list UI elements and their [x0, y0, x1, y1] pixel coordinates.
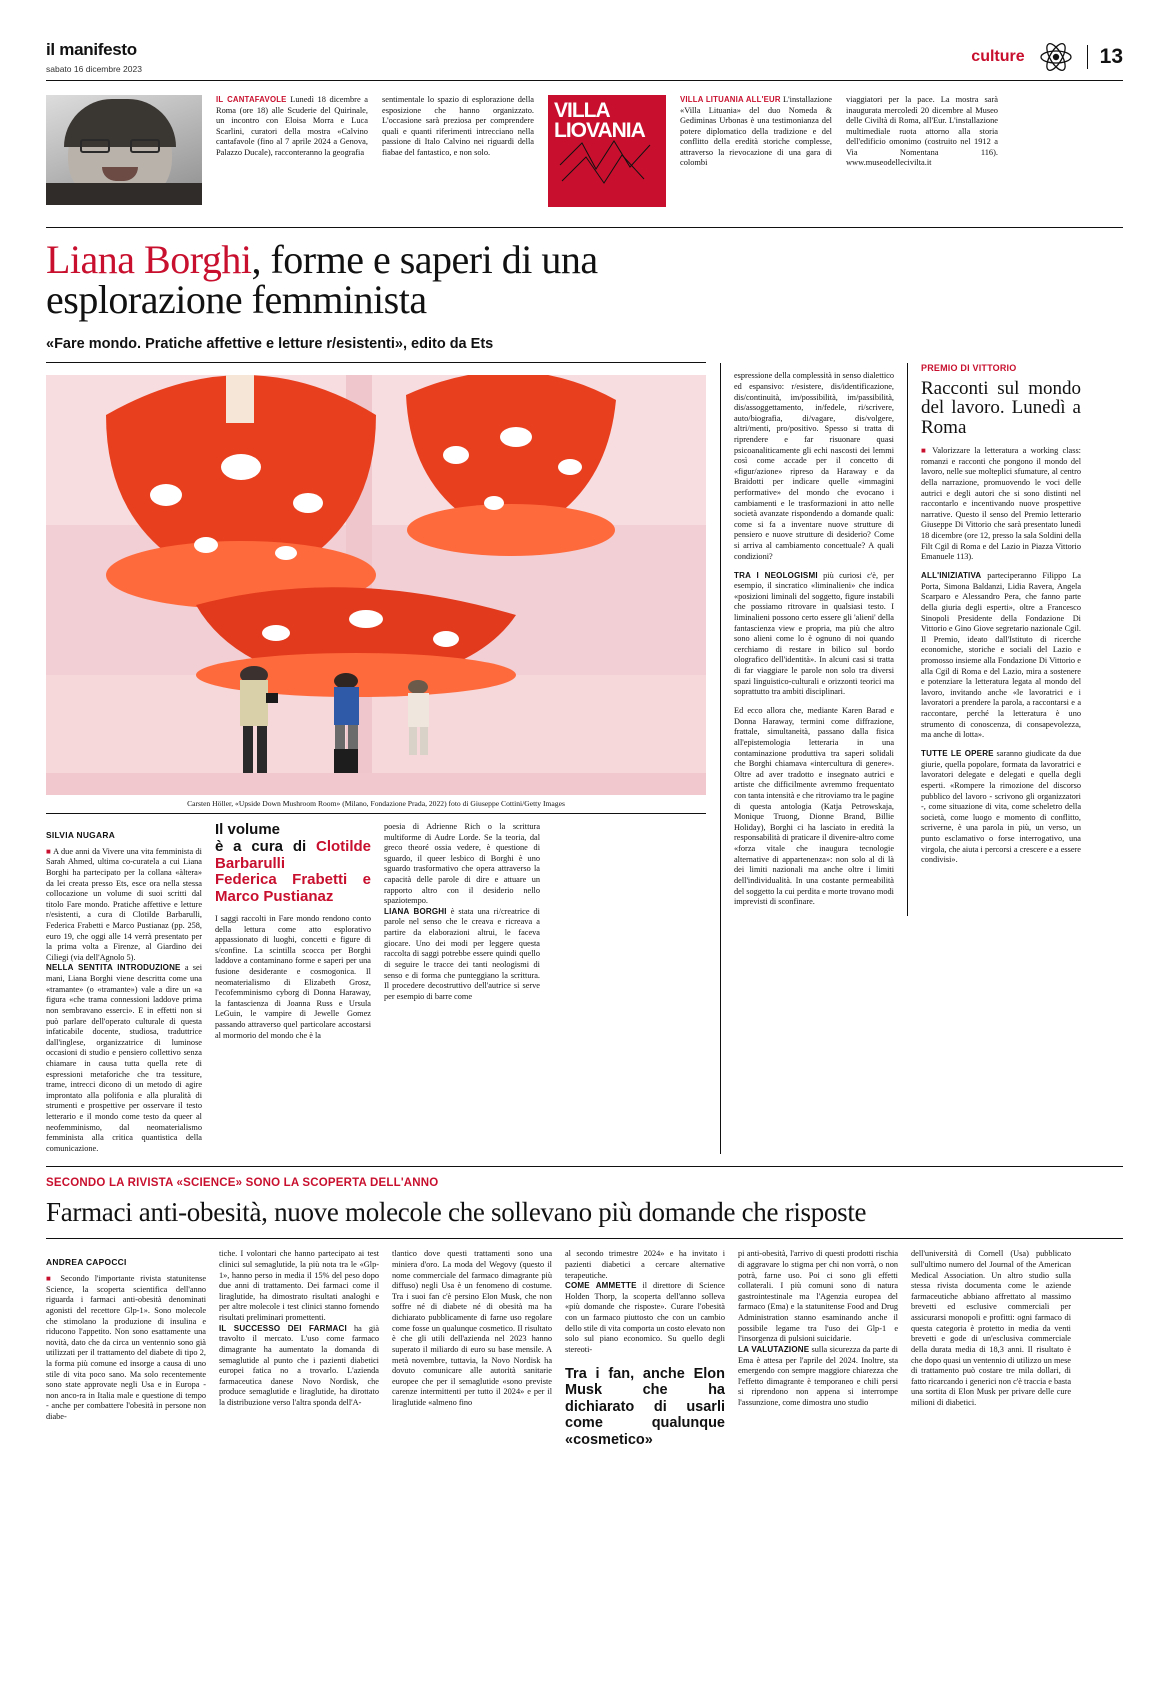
article2-pullquote: Tra i fan, anche Elon Musk che ha dichiarato di usarli come qualunque «cosmetico» — [565, 1365, 725, 1448]
rail-col1b-text: parteciperanno Filippo La Porta, Simona Baldanzi, Lidia Ravera, Angela Scarparo e Alessandro Pera, che fanno parte della giuria degli esperti», oltre a Francesco Sinopoli Presidente della Fondazione Di Vittorio e Gino Giove segretario nazionale Cgil. Il Premio, ideato dall'Istituto di ricerche economiche, storiche e sociali del Lazio e promosso insieme alla Fondazione Di Vittorio e alla Cgil di Roma e del Lazio, mira a sostenere e potenziare la letteratura legata al mondo del lavoro, invitando anche «le lavoratrici e i lavoratori a prendere la parola, a raccontarsi e a raccontare, perché la letteratura è uno strumento di conoscenza, di consapevolezza, ma anche di lotta». — [921, 571, 1081, 740]
article2-section — [46, 1166, 1123, 1448]
article2-col1 — [46, 1249, 206, 1448]
title-highlight: Liana Borghi — [46, 237, 252, 282]
rail-col2-kicker: TUTTE LE OPERE — [921, 749, 994, 759]
headline-main — [46, 237, 706, 363]
headline-section — [46, 227, 1123, 363]
article1-col4b-kicker: TRA I NEOLOGISMI — [734, 570, 818, 580]
brief-text: Lunedì 18 dicembre a Roma (ore 18) alle Scuderie del Quirinale, un incontro con Eloisa Morra e Luca Scarlini, curatori della mostra «Calvino cantafavole (fino al 7 aprile 2024 a Genova, Palazzo Ducale), racconteranno la geografia — [216, 95, 368, 157]
left-block — [46, 363, 706, 1154]
article1-col4b-text: più curiosi c'è, per esempio, il sincratico «liminalieni» che indica «posizioni liminali del soggetto, figure instabili che possiamo ritrovare in qualsiasi testo. I liminalieni possono certo essere gli 'alieni' della fantascienza view e propria, ma più che altro sono alieni come lo è ognuno di noi quando cerchiamo di restare in bilico sul bordo olografico dell'identità». In alcuni casi si tratta di far viaggiare le parole non solo tra diversi spazi linguistico-culturali e orizzonti teorici ma soprattutto tra ambiti disciplinari. — [734, 570, 894, 697]
villa-image-text: VILLA LIOVANIA — [554, 99, 645, 142]
paper-name: il manifesto — [46, 40, 137, 59]
rail-col1b-kicker: ALL'INIZIATIVA — [921, 571, 982, 581]
main-content — [46, 363, 1123, 1154]
pull-line2-red: Clotilde Barbarulli — [215, 837, 371, 872]
article2-col1-text: Secondo l'importante rivista statunitense Science, la scoperta scientifica dell'anno riguarda i farmaci anti-obesità denominati agonisti del recettore Glp-1». Sono molecole che stimolano la produzione di insulina e riducono l'appetito. Non sono esattamente una novità, dato che da circa un ventennio sono già utilizzati per il trattamento del diabete di tipo 2, la forma più comune ed insorge a causa di uno stile di vita poco sano. Ma solo recentemente sono state approvate negli Usa e in Europa - non anco-ra in Italia male e questione di tempo - anche per combattere l'obesità in persone non diabe- — [46, 1274, 206, 1422]
rail-col2-text: saranno giudicate da due giurie, quella popolare, formata da lavoratrici e lavoratori delegate e delegati e quella degli esperti. «Rompere la rimozione del discorso pubblico del lavoro - scrivono gli organizzatori -, come situazione di vita, come scheletro della società, come luogo e momento di conflitto, scriverne, è una parola in più, un verso, un punto esclamativo o forse interrogativo, una virgola, che aiuta i percorsi a crescere e a essere condivisi». — [921, 749, 1082, 865]
article1-col3 — [384, 822, 540, 1154]
rail-title: Racconti sul mondo del lavoro. Lunedì a Roma — [921, 377, 1081, 439]
atom-icon — [1039, 40, 1073, 74]
article2-col6-text: dell'università di Cornell (Usa) pubblicato sull'ultimo numero del Journal of the American Medical Association. Un altro studio sulla stessa rivista documenta come le aziende farmaceutiche abbiano affrettato al massimo brevetti ed esclusive commerciali per assicurarsi monopoli e profitti: ogni farmaco di questa categoria è protetto in media da venti brevetti e gode di un'esclusiva commerciale della durata media di 18,3 anni. Il risultato è che dopo quasi un ventennio di utilizzo un mese di trattamento può costare tre mila dollari, di fatto ricarcando i generici non c'è traccia e basta una sortita di Elon Musk per privare delle cure milioni di diabetici. — [911, 1249, 1071, 1407]
article1-byline: SILVIA NUGARA — [46, 830, 116, 840]
article2-col3-text: tlantico dove questi trattamenti sono una miniera d'oro. La moda del Wegovy (questo il nome commerciale del farmaco dimagrante più diffuso) negli Usa è un fenomeno di costume. Tra i suoi fan c'è persino Elon Musk, che non soffre né di diabete né di obesità ma ha dichiarato pubblicamente di farne uso regolare come fosse un qualunque cosmetico. Il risultato è che gli utili dell'azienda nel 2023 hanno superato il miliardo di euro su base mensile. A metà novembre, tuttavia, la Novo Nordisk ha dovuto comunicare alle autorità sanitarie europee che per il semaglutide «sono previste carenze intermittenti per tutto il 2024» e per il liraglutide «almeno fino — [392, 1249, 552, 1407]
premio-divittorio-box — [907, 363, 1081, 916]
article2-col2b-text: ha già travolto il mercato. L'uso come farmaco dimagrante ha aumentato la domanda di semaglutide al punto che i pazienti diabetici europei fatica no a trovarlo. L'azienda farmaceutica danese Novo Nordisk, che produce semaglutide e liraglutide, ha dirottato la distribuzione verso l'altra sponda dell'A- — [219, 1323, 380, 1407]
article2-col3 — [392, 1249, 552, 1448]
article1-col1-text: A due anni da Vivere una vita femminista di Sarah Ahmed, ultima co-curatela a cui Liana Borghi ha partecipato per la collana «àltera» da lei creata presso Ets, esce ora nella stessa collocazione un volume di suoi scritti dal titolo Fare mondo. Pratiche affettive e letture r/esistenti, a cura di Clotilde Barbarulli, Federica Frabetti e Marco Pustianaz (pp. 258, euro 19, che oggi alle 14 verrà presentato per la prima volta a Firenze, al Giardino dei Ciliegi (via dell'Agnolo 5). — [46, 846, 202, 962]
villa-lituania-image — [548, 95, 666, 207]
brief-kicker: IL CANTAFAVOLE — [216, 95, 287, 104]
article1-col4 — [734, 363, 894, 916]
main-photo — [46, 375, 706, 795]
rail-col1-text: Valorizzare la letteratura a working class: romanzi e racconti che pongono il mondo del lavoro, nelle sue molteplici sfumature, al centro della narrazione, promuovendo le voci delle autrici e degli autori che si sono distinti nel raccontarlo e incentivando nuove prospettive narrative. Questo il senso del Premio letterario Giuseppe Di Vittorio che sarà presentato lunedì 18 dicembre (ore 12, presso la sala Soldini della Filt Cgil di Roma e del Lazio in Piazza Vittorio Emanuele 113). — [921, 446, 1081, 562]
article1-col3-text: poesia di Adrienne Rich o la scrittura multiforme di Audre Lorde. Se la teoria, dal greco theoré ossia vedere, è questione di sguardo, il queer lesbico di Borghi è uno sguardo trasformativo che opera attraverso la capacità delle parole di dire e attuare un rapporto altro con il desiderio nello spaziotempo. — [384, 822, 540, 906]
article2-col4 — [565, 1249, 725, 1448]
article1-col4-text: espressione della complessità in senso dialettico ed espansivo: r/esistere, dis/identificazione, dis/continuità, im/possibilità, im/passibilità, dis/assoggettamento, in/fedele, ri/scrivere, auto/biografia, di/vagare, dis/volgere, altri/menti, pro/positivo. Spesso si tratta di riprendere e far risuonare quasi psicoanaliticamente gli echi nascosti dei lemmi così come accade per il concetto di «figur/azione» ripreso da Haraway e da Braidotti per indicare quelle «immagini performative» del mondo che evocano i cambiamenti e le trasformazioni in atto nelle società avanzate rispondendo a domande quali: come si fa a inventare nuove strutture di pensiero e nuove strutture di desiderio? Come si arriva al cambiamento concettuale? A quali condizioni? — [734, 371, 894, 561]
article2-title: Farmaci anti-obesità, nuove molecole che sollevano più domande che risposte — [46, 1197, 1123, 1239]
article2-col4b-kicker: COME AMMETTE — [565, 1281, 637, 1291]
scribble-decoration — [556, 135, 656, 191]
article1-col1b-text: a sei mani, Liana Borghi viene descritta come una «tramante» (o «tramante») vale a dire un «a figura «che trama connessioni laddove prima non sembravano esserci». E in effetti non si può parlare dell'operato culturale di questa infaticabile docente, studiosa, traduttrice dall'inglese, organizzatrice di luminose occasioni di studio e pensiero collettivo senza chiamare in causa tutta quella rete di espressioni metaforiche che tra tessiture, trame, intrecci dicono di un metodo di agire improntato alla polifonia e alla pluralità di strumenti e prospettive per osservare il testo letterario e il mondo come testo da queer al neofemminismo, dal neomaterialismo femminista alla critica quantistica della comunicazione. — [46, 963, 202, 1153]
brief-cantafavole — [216, 95, 368, 207]
page-subtitle: «Fare mondo. Pratiche affettive e letture r/esistenti», edito da Ets — [46, 336, 706, 363]
page-title — [46, 237, 706, 322]
article1-columns — [46, 822, 706, 1154]
paper-date: sabato 16 dicembre 2023 — [46, 64, 142, 74]
square-bullet-icon: ■ — [46, 846, 52, 856]
article2-byline: ANDREA CAPOCCI — [46, 1257, 127, 1268]
article2-col2-text: tiche. I volontari che hanno partecipato ai test clinici sul semaglutide, la più nota tra le «Glp-1», hanno perso in media il 15% del peso dopo due anni di trattamento. Dei farmaci come il liraglutide, ha dimostrato risultati analoghi e per altre molecole i test clinici stanno fornendo risultati preliminari promettenti. — [219, 1249, 379, 1323]
article1-col2-text: I saggi raccolti in Fare mondo rendono conto della lettura come atto esplorativo appassionato di luoghi, concetti e figure di s/confine. La scintilla scocca per Borghi laddove a contaminano forme e saperi per una fusione desiderante e cosmogonica. Il neomaterialismo di Elizabeth Grosz, l'ecofemminismo cyborg di Donna Haraway, la fantascienza di Joanna Russ e Ursula LeGuin, le vampire di Jewelle Gomez passando attraverso quel particolare accostarsi al mormorio del mondo che è la — [215, 913, 371, 1040]
photo-caption: Carsten Höller, «Upside Down Mushroom Room» (Milano, Fondazione Prada, 2022) foto di Giuseppe Cottini/Getty Images — [46, 799, 706, 814]
brief-kicker: VILLA LITUANIA ALL'EUR — [680, 95, 781, 104]
article2-col5b-text: sulla sicurezza da parte di Ema è attesa per l'aprile del 2024. Inoltre, sta emergendo con sempre maggiore chiarezza che l'effetto dimagrante è temporaneo e chili persi si riprendono non appena si interrompe l'assunzione, come dimostra uno studio — [738, 1344, 898, 1407]
rail-overline: PREMIO DI VITTORIO — [921, 363, 1017, 373]
square-bullet-icon: ■ — [921, 446, 929, 456]
section-label: culture — [971, 48, 1025, 65]
brief-text: viaggiatori per la pace. La mostra sarà inaugurata mercoledì 20 dicembre al Museo delle Civiltà di Roma, all'Eur. L'installazione multimediale ruota attorno alla storia dell'edificio omonimo (costruito nel 1912 a Via Nomentana 116). www.museodellecivilta.it — [846, 95, 998, 168]
article1-col3b-text: è stata una ri/creatrice di parole nel senso che le creava e ricreava a partire da elaborazioni altrui, le faceva giocare. Uno dei modi per leggere questa raccolta di saggi potrebbe essere quindi quello di seguire le tracce dei tanti neologismi di senso e di forma che punteggiano la scrittura. Il procedere decostruttivo dell'autrice si serve per esempio di barre come — [384, 906, 540, 1001]
pull-line1: Il volume — [215, 821, 281, 838]
article1-col2 — [215, 822, 371, 1154]
brief-villa-cont — [846, 95, 998, 207]
brief-text: sentimentale lo spazio di esplorazione della esposizione che hanno organizzato. L'occasione sarà preziosa per comprendere quali e quanti riferimenti intrecciano nella passione di Italo Calvino nei riguardi della fiabae del fantastico, e non solo. — [382, 95, 534, 157]
right-rail — [720, 363, 1123, 1154]
article2-columns — [46, 1249, 1123, 1448]
article2-col5-text: pi anti-obesità, l'arrivo di questi prodotti rischia di aggravare lo stigma per chi non vorrà, o non potrà, farne uso. Poi ci sono gli effetti collaterali. I più comuni sono di natura gastrointestinale ma l'Agenzia europea del farmaco (Ema) e la statunitense Food and Drug Administration stanno esaminando anche il possibile legame tra l'uso dei Glp-1 e l'insorgenza di pulsioni suicidarie. — [738, 1249, 898, 1344]
article2-col4b-text: il direttore di Science Holden Thorp, la scoperta dell'anno solleva «più domande che risposte». Curare l'obesità con un farmaco piuttosto che con un cambio dello stile di vita comporta un costo elevato non solo sul piano economico. Su quello degli stereoti- — [565, 1281, 725, 1354]
pull-line2: è a cura di — [215, 837, 316, 855]
pull-line3: Federica Frabetti e Marco Pustianaz — [215, 871, 371, 906]
article1-col4c-text: Ed ecco allora che, mediante Karen Barad e Donna Haraway, termini come diffrazione, frattale, simultaneità, passano dalla fisica all'epistemologia letteraria in una contaminazione produttiva tra saperi solidali che Borghi chiamava «intercultura di genere». Oltre ad aver tradotto e insegnato autrici e artiste che difficilmente avremmo frequentato con tanta intensità e che ritroviamo tra le pagine di questa antologia (Katja Petrowskaja, Monique Truong, Dionne Brand, Billie Holiday), Borghi ci ha lasciato in eredità la responsabilità di praticare il divenire-altro come «forza vitale che inaugura tecnologie alternative di appartenenza»: non solo al di là dei limiti nazionali ma anche oltre i limiti dell'individualità. In una costante permeabilità del soggetto la cui perdita e morte trovano modi imprevisti di sconfinare. — [734, 706, 894, 907]
square-bullet-icon: ■ — [46, 1274, 55, 1284]
brief-villa-lituania — [680, 95, 832, 207]
brief-cantafavole-cont — [382, 95, 534, 207]
article1-pullquote — [215, 822, 371, 906]
portrait-photo — [46, 95, 202, 205]
article2-col2b-kicker: IL SUCCESSO DEI FARMACI — [219, 1323, 347, 1333]
title-rest: , forme e saperi di una esplorazione femminista — [46, 237, 598, 322]
article2-col4-text: al secondo trimestre 2024» e ha invitato i pazienti diabetici a cercare alternative terapeutiche. — [565, 1249, 725, 1280]
page-number: 13 — [1087, 45, 1123, 69]
masthead-left — [46, 40, 142, 74]
article2-col5b-kicker: LA VALUTAZIONE — [738, 1344, 810, 1354]
article2-col2 — [219, 1249, 379, 1448]
masthead-right — [971, 40, 1123, 74]
article2-col5 — [738, 1249, 898, 1448]
masthead — [46, 40, 1123, 81]
article1-col1b-kicker: NELLA SENTITA INTRODUZIONE — [46, 963, 181, 973]
right-rail-columns — [734, 363, 1123, 916]
top-briefs-strip — [46, 95, 1123, 217]
article1-col3b-kicker: LIANA BORGHI — [384, 906, 447, 916]
article2-col6 — [911, 1249, 1071, 1448]
article1-col1 — [46, 822, 202, 1154]
article2-overline: SECONDO LA RIVISTA «SCIENCE» SONO LA SCOPERTA DELL'ANNO — [46, 1177, 439, 1190]
brief-text: L'installazione «Villa Lituania» del duo Nomeda & Gediminas Urbonas è una testimonianza del potere diplomatico della tradizione e del conflitto della eredità storiche complesse, attraverso la rievocazione di una gara di colombi — [680, 95, 832, 168]
